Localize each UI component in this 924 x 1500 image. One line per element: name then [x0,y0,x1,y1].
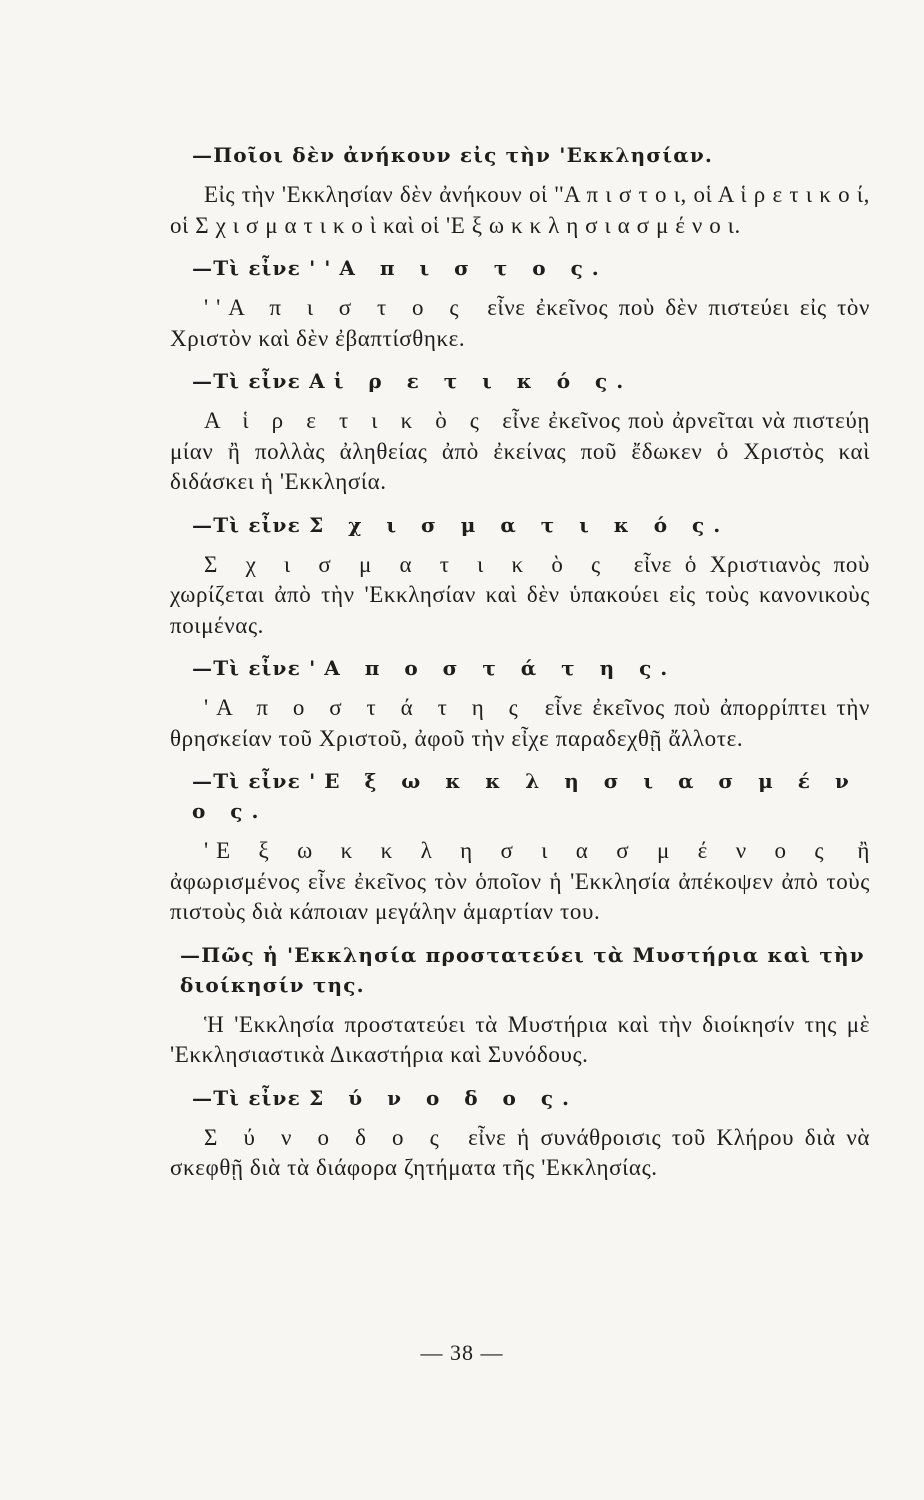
answer-term: ''Α π ι σ τ ο ς [204,295,467,320]
answer-paragraph [170,293,870,354]
question-heading [170,1083,870,1113]
page-number: — 38 — [420,1340,504,1365]
answer-text: εἶνε ἐκεῖνος ποὺ ἀπορρίπτει τὴν θρησκείαν τοῦ Χριστοῦ, ἀφοῦ τὴν εἶχε παραδεχθῇ ἄλλοτε. [170,695,870,751]
answer-paragraph: Ἡ 'Εκκλησία προστατεύει τὰ Μυστήρια καὶ τὴν διοίκησίν της μὲ 'Εκκλησιαστικὰ Δικαστήρια καὶ Συνόδους. [170,1011,870,1067]
question-term: 'Α π ο σ τ ά τ η ς. [309,656,677,680]
answer-paragraph [170,693,870,754]
question-prefix: —Τὶ εἶνε [192,512,301,537]
question-heading: —Πῶς ἡ 'Εκκλησία προστατεύει τὰ Μυστήρια καὶ τὴν διοίκησίν της. [180,942,865,997]
answer-text: εἶνε ἐκεῖνος ποὺ ἀρνεῖται νὰ πιστεύῃ μίαν ἢ πολλὰς ἀληθείας ἀπὸ ἐκείνας ποῦ ἔδωκεν ὁ Χριστὸς καὶ διδάσκει ἡ 'Εκκλησία. [170,408,870,494]
question-term: ''Α π ι σ τ ο ς. [309,256,608,280]
answer-text: εἶνε ἐκεῖνος ποὺ δὲν πιστεύει εἰς τὸν Χριστὸν καὶ δὲν ἐβαπτίσθηκε. [170,295,871,351]
answer-term: Σ χ ι σ μ α τ ι κ ὸ ς [204,551,609,577]
question-prefix: —Τὶ εἶνε [192,769,301,793]
question-term: Σ ύ ν ο δ ο ς. [309,1085,579,1110]
answer-term: 'Ε ξ ω κ κ λ η σ ι α σ μ έ ν ο ς [204,838,832,863]
answer-term: Σ ύ ν ο δ ο ς [204,1124,447,1150]
question-heading: —Ποῖοι δὲν ἀνήκουν εἰς τὴν 'Εκκλησίαν. [192,143,714,167]
question-heading [170,510,870,540]
answer-paragraph [170,836,870,928]
question-prefix: —Τὶ εἶνε [192,656,301,680]
page-body [170,140,870,1184]
question-prefix: —Τὶ εἶνε [192,369,301,393]
answer-text: εἶνε ἡ συνάθροισις τοῦ Κλήρου διὰ νὰ σκεφθῇ διὰ τὰ διάφορα ζητήματα τῆς 'Εκκλησίας. [170,1124,870,1180]
question-heading [170,366,870,396]
answer-term: Α ἱ ρ ε τ ι κ ὸ ς [204,408,487,433]
question-heading [170,653,870,683]
answer-paragraph: Εἰς τὴν 'Εκκλησίαν δὲν ἀνήκουν οἱ ''Α π ι σ τ ο ι, οἱ Α ἱ ρ ε τ ι κ ο ί, οἱ Σ χ ι σ μ α τ ι κ ο ὶ καὶ οἱ 'Ε ξ ω κ κ λ η σ ι α σ μ έ ν ο ι. [170,182,870,238]
answer-text: ἢ ἀφωρισμένος εἶνε ἐκεῖνος τὸν ὁποῖον ἡ 'Εκκλησία ἀπέκοψεν ἀπὸ τοὺς πιστοὺς διὰ κάποιαν μεγάλην ἁμαρτίαν του. [170,838,871,924]
question-term: Σ χ ι σ μ α τ ι κ ό ς. [309,512,730,537]
question-prefix: —Τὶ εἶνε [192,1085,301,1110]
answer-term: 'Α π ο σ τ ά τ η ς [204,695,526,720]
answer-text: εἶνε ὁ Χριστιανὸς ποὺ χωρίζεται ἀπὸ τὴν 'Εκκλησίαν καὶ δὲν ὑπακούει εἰς τοὺς κανονικοὺς ποιμένας. [170,551,870,638]
question-heading [170,253,870,283]
question-heading [170,766,870,826]
question-term: 'Ε ξ ω κ κ λ η σ ι α σ μ έ ν ο ς. [192,769,858,823]
answer-paragraph [170,406,870,498]
question-prefix: —Τὶ εἶνε [192,256,301,280]
answer-paragraph [170,550,870,642]
question-term: Αἱ ρ ε τ ι κ ό ς. [309,369,633,393]
answer-paragraph [170,1123,870,1184]
